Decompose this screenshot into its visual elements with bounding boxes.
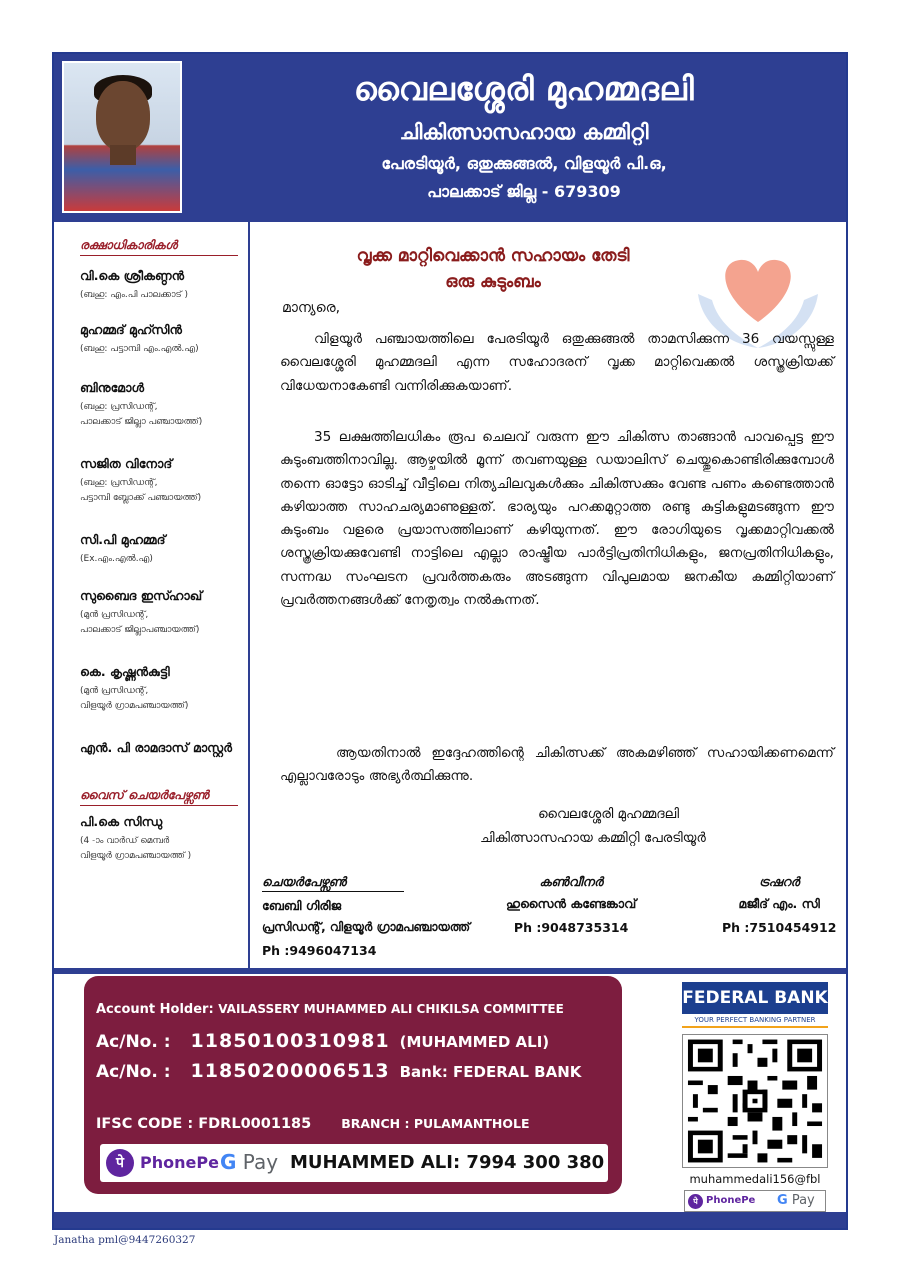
letter-title-line-1: വൃക്ക മാറ്റിവെക്കാൻ സഹായം തേടി: [356, 246, 630, 266]
patron-name: മുഹമ്മദ് മുഹ്സിൻ: [80, 322, 182, 337]
ifsc-code: IFSC CODE : FDRL0001185 BRANCH : PULAMANTHOLE: [96, 1116, 530, 1132]
appeal-letter: [258, 222, 846, 852]
convener-role: കൺവീനർ: [539, 874, 603, 889]
federal-bank-logo: FEDERAL BANK: [682, 982, 828, 1014]
patron-item: [80, 740, 246, 756]
patron-role: (മുൻ പ്രസിഡന്റ്, പാലക്കാട് ജില്ലാപഞ്ചായത്ത്): [80, 610, 200, 635]
patron-name: വി.കെ ശ്രീകണ്ഠൻ: [80, 268, 184, 283]
chairperson-role: ചെയർപേഴ്സൺ: [262, 874, 470, 892]
patron-role: (ബഹു: പ്രസിഡന്റ്, പട്ടാമ്പി ബ്ലോക്ക് പഞ്ചായത്ത്): [80, 478, 202, 503]
salutation: മാന്യരെ,: [282, 300, 341, 316]
treasurer-phone: Ph :7510454912: [722, 920, 837, 935]
chairperson-name: ബേബി ഗിരിജ: [262, 898, 342, 913]
patron-item: [80, 664, 246, 714]
vice-chair-role: (4 -ാം വാർഡ് മെമ്പർ വിളയൂർ ഗ്രാമപഞ്ചായത്ത് ): [80, 836, 192, 861]
committee-subtitle: ചികിത്സാസഹായ കമ്മിറ്റി: [399, 120, 649, 144]
patron-name: സജിത വിനോദ്: [80, 456, 173, 471]
phonepe-label: PhonePe: [140, 1153, 219, 1172]
convener-name: ഹുസൈൻ കണ്ടേങ്കാവ്: [506, 896, 637, 911]
google-g-small-icon: G: [777, 1193, 788, 1208]
footer-divider: [54, 968, 846, 974]
patron-role: (ബഹു: എം.പി പാലക്കാട് ): [80, 290, 188, 300]
footer-bottom-bar: [54, 1212, 846, 1228]
patrons-heading: രക്ഷാധികാരികൾ: [80, 238, 238, 256]
patron-item: [80, 532, 246, 567]
signature-line-1: വൈലശ്ശേരി മുഹമ്മദലി: [538, 806, 680, 822]
patron-name: കെ. കൃഷ്ണൻകുട്ടി: [80, 664, 170, 679]
upi-qr-code-icon[interactable]: [682, 1034, 828, 1168]
chairperson-phone: Ph :9496047134: [262, 943, 377, 958]
vice-chair-name: പി.കെ സിന്ധു: [80, 814, 163, 829]
patron-name: സുബൈദ ഇസ്ഹാഖ്: [80, 588, 203, 603]
chairperson-title: പ്രസിഡന്റ്, വിളയൂർ ഗ്രാമപഞ്ചായത്ത്: [262, 920, 471, 934]
chairperson-block: [262, 874, 470, 958]
phonepe-icon: पे: [106, 1149, 134, 1177]
address-line-1: പേരടിയൂർ, ഒതുക്കുങ്ങൽ, വിളയൂർ പി.ഒ,: [381, 154, 667, 173]
patron-name: സി.പി മുഹമ്മദ്: [80, 532, 166, 547]
payment-number: MUHAMMED ALI: 7994 300 380: [290, 1152, 605, 1173]
header-banner: [54, 54, 846, 222]
vice-chair-item: [80, 814, 246, 864]
patron-item: [80, 380, 246, 430]
gpay-logo: G Pay: [220, 1150, 279, 1174]
patron-item: [80, 588, 246, 638]
patron-name: എൻ. പി രാമദാസ് മാസ്റ്റർ: [80, 740, 232, 755]
payment-strip: [100, 1144, 608, 1182]
letter-paragraph-3: ആയതിനാൽ ഇദ്ദേഹത്തിന്റെ ചികിത്സക്ക് അകമഴിഞ്ഞ് സഹായിക്കണമെന്ന് എല്ലാവരോടും അഭ്യർത്ഥിക്കുന്നു.: [280, 745, 834, 785]
account-details-card: [84, 976, 622, 1194]
patient-name-title: വൈലശ്ശേരി മുഹമ്മദലി: [353, 70, 695, 108]
address-line-2: പാലക്കാട് ജില്ല - 679309: [427, 182, 621, 201]
upi-id[interactable]: muhammedali156@fbl: [689, 1172, 821, 1186]
phonepe-small-label: PhonePe: [706, 1195, 756, 1206]
gpay-small-logo: G Pay: [777, 1193, 815, 1208]
patrons-sidebar: [54, 222, 250, 968]
patron-item: [80, 456, 246, 506]
patron-role: (Ex.എം.എൽ.എ): [80, 554, 153, 564]
bank-qr-panel: [682, 982, 828, 1214]
bank-tagline: YOUR PERFECT BANKING PARTNER: [682, 1016, 828, 1028]
vice-chair-heading: വൈസ് ചെയർപേഴ്സൺ: [80, 788, 238, 806]
account-number-1: Ac/No. : 11850100310981 (MUHAMMED ALI): [96, 1030, 550, 1052]
treasurer-block: [722, 874, 836, 935]
patron-name: ബിനുമോൾ: [80, 380, 145, 395]
phonepe-small-icon: पे: [688, 1194, 703, 1209]
patient-photo: [62, 61, 182, 213]
google-g-icon: G: [220, 1150, 237, 1174]
patron-role: (ബഹു: പ്രസിഡന്റ്, പാലക്കാട് ജില്ലാ പഞ്ചായത്ത്): [80, 402, 203, 427]
signature-line-2: ചികിത്സാസഹായ കമ്മിറ്റി പേരടിയൂർ: [480, 830, 706, 846]
printer-credit: Janatha pml@9447260327: [54, 1234, 196, 1246]
convener-block: [506, 874, 636, 935]
patron-role: (മുൻ പ്രസിഡന്റ്, വിളയൂർ ഗ്രാമപഞ്ചായത്ത്): [80, 686, 189, 711]
treasurer-name: മജീദ് എം. സി: [738, 896, 820, 911]
account-number-2: Ac/No. : 11850200006513 Bank: FEDERAL BANK: [96, 1060, 582, 1082]
patron-item: [80, 268, 246, 303]
account-holder: Account Holder: VAILASSERY MUHAMMED ALI CHIKILSA COMMITTEE: [96, 1002, 564, 1017]
header-text: [204, 54, 844, 222]
letter-paragraph-1: വിളയൂർ പഞ്ചായത്തിലെ പേരടിയൂർ ഒതുക്കുങ്ങൽ താമസിക്കുന്ന 36 വയസ്സുള്ള വൈലശ്ശേരി മുഹമ്മദലി എന്ന സഹോദരന് വൃക്ക മാറ്റിവെക്കൽ ശസ്ത്രക്രിയക്ക് വിധേയനാകേണ്ടി വന്നിരിക്കുകയാണ്.: [280, 331, 834, 394]
notice-frame: [52, 52, 848, 1230]
patron-role: (ബഹു: പട്ടാമ്പി എം.എൽ.എ): [80, 344, 199, 354]
convener-phone: Ph :9048735314: [513, 920, 629, 935]
treasurer-role: ട്രഷറർ: [758, 874, 800, 889]
mini-payment-logos: [684, 1190, 826, 1212]
patron-item: [80, 322, 246, 357]
letter-title-line-2: ഒരു കുടുംബം: [445, 272, 541, 292]
letter-paragraph-2: 35 ലക്ഷത്തിലധികം രൂപ ചെലവ് വരുന്ന ഈ ചികിത്സ താങ്ങാൻ പാവപ്പെട്ട ഈ കുടുംബത്തിനാവില്ല. ആഴ്ചയിൽ മൂന്ന് തവണയുള്ള ഡയാലിസ് ചെയ്തുകൊണ്ടിരിക്കുമ്പോൾ തന്നെ ഓട്ടോ ഓടിച്ച് വീട്ടിലെ നിത്യചിലവുകൾക്കും ചികിത്സക്കും വേണ്ട പണം കണ്ടെത്താൻ കഴിയാത്ത സാഹചര്യമാണുള്ളത്. ഭാര്യയും പറക്കമുറ്റാത്ത രണ്ടു കുട്ടികളുമടങ്ങുന്ന ഈ കുടുംബം വളരെ പ്രയാസത്തിലാണ് കഴിയുന്നത്. ഈ രോഗിയുടെ വൃക്കമാറ്റിവക്കൽ ശസ്ത്രക്രിയക്കുവേണ്ടി നാട്ടിലെ എല്ലാ രാഷ്ട്രീയ പാർട്ടിപ്രതിനിധികളും, ജനപ്രതിനിധികളും, സന്നദ്ധ സംഘടന പ്രവർത്തകരും അടങ്ങുന്ന വിപുലമായ ജനകീയ കമ്മിറ്റിയാണ് പ്രവർത്തനങ്ങൾക്ക് നേതൃത്വം നൽകുന്നത്.: [280, 429, 834, 609]
